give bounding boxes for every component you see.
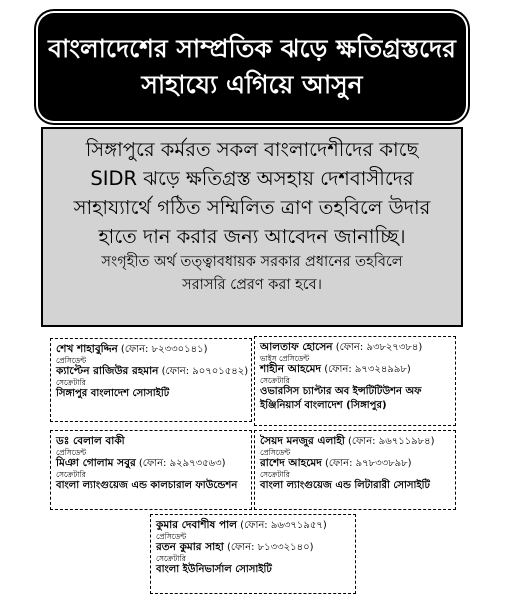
appeal-line-6: সরাসরি প্রেরণ করা হবে।: [182, 277, 322, 293]
appeal-line-3: সাহায্যার্থে গঠিত সম্মিলিত ত্রাণ তহবিলে উদার: [73, 196, 431, 219]
contact-organization-line-2: ইঞ্জিনিয়ার্স বাংলাদেশ (সিঙ্গাপুর): [260, 400, 387, 411]
contact-card-bangla-language-cultural-foundation: [50, 430, 252, 510]
contact-organization: সিঙ্গাপুর বাংলাদেশ সোসাইটি: [56, 388, 170, 399]
appeal-line-1: সিঙ্গাপুরে কর্মরত সকল বাংলাদেশীদের কাছে: [85, 138, 419, 161]
contact-secretary-name: ক্যাপ্টেন রাজিউর রহমান: [56, 365, 159, 377]
contact-president-phone: (ফোন: ৯৬৩৭১৯৫৭): [240, 520, 327, 531]
contact-secretary-name: রাশেদ আহমেদ: [260, 457, 322, 469]
appeal-line-5: সংগৃহীত অর্থ তত্ত্বাবধায়ক সরকার প্রধানের তহবিলে: [101, 254, 403, 270]
contact-secretary-phone: (ফোন: ৯২৯৭৩৫৬৩): [138, 458, 226, 469]
contact-president-name: ডঃ বেলাল বাকী: [56, 435, 125, 447]
contact-secretary: [156, 541, 350, 554]
contact-president-phone: (ফোন: ৯৬৭১১৯৮৪): [348, 436, 435, 447]
contact-president-name: সৈয়দ মনজুর এলাহী: [260, 435, 345, 447]
contact-secretary: [260, 363, 450, 376]
contact-secretary: [56, 457, 246, 470]
contact-secretary-phone: (ফোন: ৯০৭০১৫৪২): [161, 366, 249, 377]
contact-vice-president-name: আলতাফ হোসেন: [260, 341, 333, 353]
contact-secretary-role: সেক্রেটারি: [260, 470, 290, 479]
contact-card-ieb-singapore: [254, 336, 456, 426]
contact-organization: বাংলা ল্যাংগুয়েজ এন্ড কালচারাল ফাউন্ডেশন: [56, 480, 238, 491]
contact-president: [260, 435, 450, 448]
headline-banner: [38, 13, 466, 121]
contact-president-role: প্রেসিডেন্ট: [260, 448, 291, 457]
contact-organization: বাংলা ইউনিভার্সাল সোসাইটি: [156, 564, 272, 575]
contact-president: [56, 343, 246, 356]
contact-secretary-name: শাহীন আহমেদ: [260, 363, 322, 375]
contact-card-singapore-bangladesh-society: [50, 338, 252, 422]
contact-secretary-role: সেক্রেটারি: [156, 554, 186, 563]
contact-secretary: [56, 365, 249, 378]
contact-secretary-name: মিঞা গোলাম সবুর: [56, 457, 136, 469]
contact-president: [56, 435, 246, 448]
contact-president: [156, 519, 350, 532]
contact-president-role: প্রেসিডেন্ট: [56, 356, 87, 365]
contact-card-bangla-universal-society: [150, 514, 356, 594]
contact-secretary-phone: (ফোন: ৮১৩৩২১৪০): [226, 542, 314, 553]
contact-vice-president-role: ভাইস প্রেসিডেন্ট: [260, 354, 310, 363]
headline-line-2: সাহায্যে এগিয়ে আসুন: [141, 70, 363, 99]
contact-secretary-phone: (ফোন: ৯৭৮৩৩৮৯৮): [324, 458, 412, 469]
contact-secretary-phone: (ফোন: ৯৭৩২৪৯৯৮): [324, 364, 411, 375]
appeal-line-4: হাতে দান করার জন্য আবেদন জানাচ্ছি।: [98, 225, 406, 248]
contact-president-phone: (ফোন: ৮২৩৩০১৪১): [120, 344, 208, 355]
contact-secretary-role: সেক্রেটারি: [56, 378, 86, 387]
appeal-line-2: SIDR ঝড়ে ক্ষতিগ্রস্ত অসহায় দেশবাসীদের: [90, 167, 414, 190]
contact-vice-president: [260, 341, 450, 354]
contact-secretary-role: সেক্রেটারি: [56, 470, 86, 479]
contact-secretary: [260, 457, 450, 470]
contact-organization: ওভারসিস চ্যাপ্টার অব ইন্সটিটিউশন অফ: [260, 386, 422, 397]
contact-president-name: শেখ শাহাবুদ্দিন: [56, 343, 118, 355]
contact-president-name: কুমার দেবাশীষ পাল: [156, 519, 237, 531]
headline-line-1: বাংলাদেশের সাম্প্রতিক ঝড়ে ক্ষতিগ্রস্তদের: [48, 34, 456, 63]
contact-secretary-role: সেক্রেটারি: [260, 376, 290, 385]
contact-president-role: প্রেসিডেন্ট: [56, 448, 87, 457]
contact-president-role: প্রেসিডেন্ট: [156, 532, 187, 541]
contact-vice-president-phone: (ফোন: ৯৩৮২৭৩৮৪): [335, 342, 423, 353]
appeal-box: [41, 127, 463, 327]
contact-secretary-name: রতন কুমার সাহা: [156, 541, 224, 553]
contact-organization: বাংলা ল্যাংগুয়েজ এন্ড লিটারারী সোসাইটি: [260, 480, 430, 491]
contact-card-bangla-language-literary-society: [254, 430, 456, 510]
